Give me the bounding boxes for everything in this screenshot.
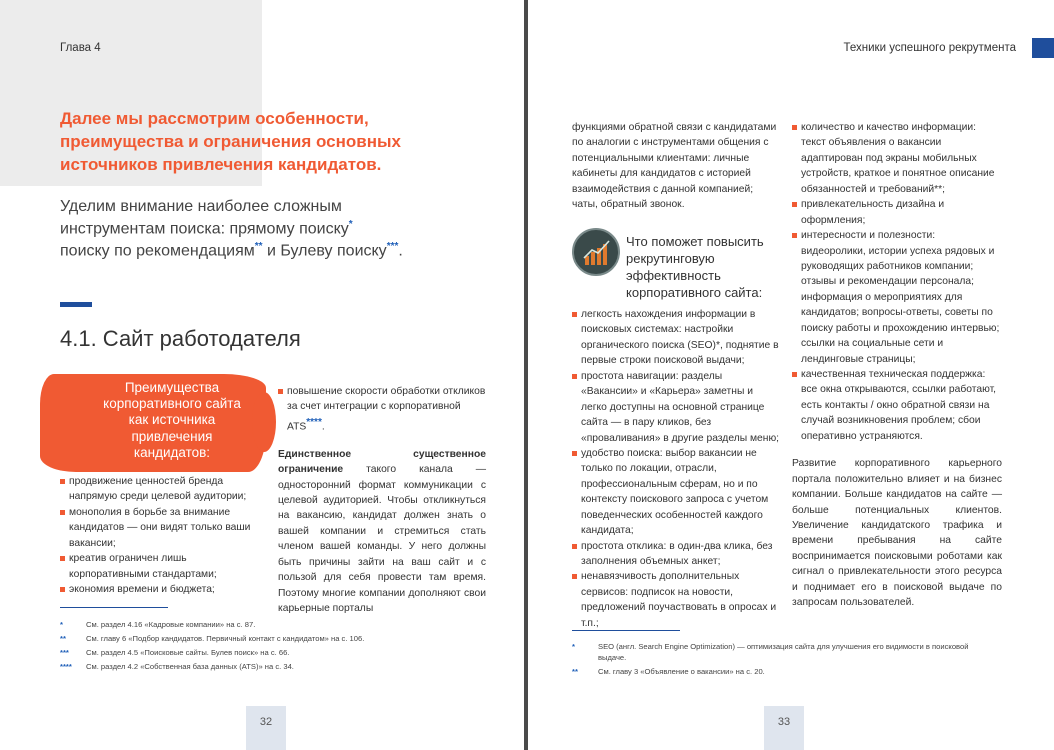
intro-line-2: инструментам поиска: прямому поиску [60,219,349,237]
list-item: легкость нахождения информации в поисковых системах: настройки органического поиска (SEO)*, поднятие в первые строки поисковой выдачи; [572,307,780,369]
intro-line-1: Уделим внимание наиболее сложным [60,198,342,215]
list-item: монополия в борьбе за внимание кандидатов — они видят только ваши вакансии; [60,505,264,551]
footnote [60,619,480,630]
running-head-marker [1032,38,1054,58]
footnote [60,647,480,658]
list-item: ненавязчивость дополнительных сервисов: подписок на новости, предложений поучаствовать в опросах и т.п.; [572,569,780,631]
advantages-list-column [60,474,264,598]
advantages-heading: Преимущества корпоративного сайта как источника привлечения кандидатов: [103,380,241,460]
footnote-mark: * [60,620,63,629]
footnote-mark: * [572,642,575,651]
footnote-text: См. главу 6 «Подбор кандидатов. Первичный контакт с кандидатом» на с. 106. [86,634,365,643]
limitation-bold: Единственное существенное ограничение [278,448,486,476]
page-number: 32 [246,706,286,750]
footnote-text: См. раздел 4.5 «Поисковые сайты. Булев поиск» на с. 66. [86,648,290,657]
footnote-ref[interactable]: *** [386,240,399,252]
footnote-ref[interactable]: **** [306,416,322,428]
limitation-column [278,384,486,617]
footnotes-left [60,619,480,675]
conclusion-paragraph: Развитие корпоративного карьерного портала положительно влияет и на бизнес компании. Больше кандидатов на сайте — больше потенциальных клиентов. Увеличение кандидатского трафика и времени пребывания на сайте воспринимается поисковыми роботами как сигнал о привлекательности этого ресурса и поднимает его в поисковой выдаче по запросам пользователей. [792,458,1002,609]
section-title: 4.1. Сайт работодателя [60,326,301,351]
running-head-book: Техники успешного рекрутмента [843,42,1016,54]
footnote-mark: ** [572,667,578,676]
limitation-paragraph [278,447,486,617]
footnote [60,661,480,672]
footnote-divider [572,630,680,631]
footnote [60,633,480,644]
list-item: продвижение ценностей бренда напрямую среди целевой аудитории; [60,474,264,505]
footnote [572,666,992,677]
intro-line-3b: и Булеву поиску [262,241,387,259]
list-item: количество и качество информации: текст объявления о вакансии адаптирован под экраны мобильных устройств, краткое и понятное описание обязанностей и требований**; [792,120,1002,197]
intro-paragraph: Уделим внимание наиболее сложным инструментам поиска: прямому поиску* поиску по рекомендациям** и Булеву поиску***. [60,198,403,259]
footnote-mark: ** [60,634,66,643]
question-heading: Что поможет повысить рекрутинговую эффективность корпоративного сайта: [626,234,764,300]
list-item: креатив ограничен лишь корпоративными стандартами; [60,551,264,582]
section-marker [60,302,92,307]
footnote-mark: **** [60,662,72,671]
footnote-mark: *** [60,648,69,657]
footnote-text: См. раздел 4.2 «Собственная база данных (ATS)» на с. 34. [86,662,294,671]
footnotes-right [572,641,992,680]
list-item: качественная техническая поддержка: все окна открываются, ссылки работают, есть контакты / окно обратной связи на случай возникновения проблем; сбои оперативно устраняются. [792,367,1002,444]
running-head-chapter: Глава 4 [60,42,101,54]
intro-line-3: поиску по рекомендациям [60,241,255,259]
limitation-text: такого канала — односторонний формат коммуникации с целевой аудиторией. Чтобы откликнуться на вакансию, кандидат должен знать о вашей компании и стремиться стать членом вашей команды. У него должны быть причины зайти на ваш сайт и с пользой для себя провести там время. Поэтому многие компании дополняют свои карьерные порталы [278,464,486,615]
footnote-text: SEO (англ. Search Engine Optimization) — оптимизация сайта для улучшения его видимости в поисковой выдаче. [598,642,969,662]
continuation-paragraph: функциями обратной связи с кандидатами по аналогии с инструментами общения с потенциальными клиентами: личные кабинеты для кандидатов с историей взаимодействия с данной компанией; чаты, обратный звонок. [572,122,777,211]
footnote-text: См. главу 3 «Объявление о вакансии» на с. 20. [598,667,765,676]
list-item: привлекательность дизайна и оформления; [792,197,1002,228]
list-item: удобство поиска: выбор вакансии не только по локации, отрасли, профессиональным сферам, но и по контексту поискового запроса с учетом поведенческих особенностей каждого кандидата; [572,446,780,539]
factors-left-column [572,307,780,631]
list-item: простота навигации: разделы «Вакансии» и «Карьера» заметны и легко доступны на основной странице сайта — в пару кликов, без «проваливания» в другие разделы меню; [572,369,780,446]
left-page [0,0,524,750]
list-item: простота отклика: в один-два клика, без заполнения объемных анкет; [572,539,780,570]
footnote-text: См. раздел 4.16 «Кадровые компании» на с. 87. [86,620,256,629]
footnote-divider [60,607,168,608]
list-item: повышение скорости обработки откликов за счет интеграции с корпоративной ATS****. [278,384,486,435]
footnote [572,641,992,663]
list-item: экономия времени и бюджета; [60,582,264,597]
list-item-text: повышение скорости обработки откликов за счет интеграции с корпоративной ATS [287,386,486,433]
footnote-ref[interactable]: ** [254,240,263,252]
lead-paragraph: Далее мы рассмотрим особенности, преимущества и ограничения основных источников привлечения кандидатов. [60,109,401,174]
footnote-ref[interactable]: * [348,218,353,230]
list-item: интересности и полезности: видеоролики, истории успеха рядовых и руководящих работников компании; отзывы и рекомендации персонала; информация о мероприятиях для кандидатов; вопросы-ответы, советы по поиску работы и прохождению интервью; ссылки на социальные сети и лендинговые страницы; [792,228,1002,367]
continuation-column [572,120,780,213]
growth-chart-icon [572,228,620,276]
factors-right-column [792,120,1002,611]
page-number: 33 [764,706,804,750]
